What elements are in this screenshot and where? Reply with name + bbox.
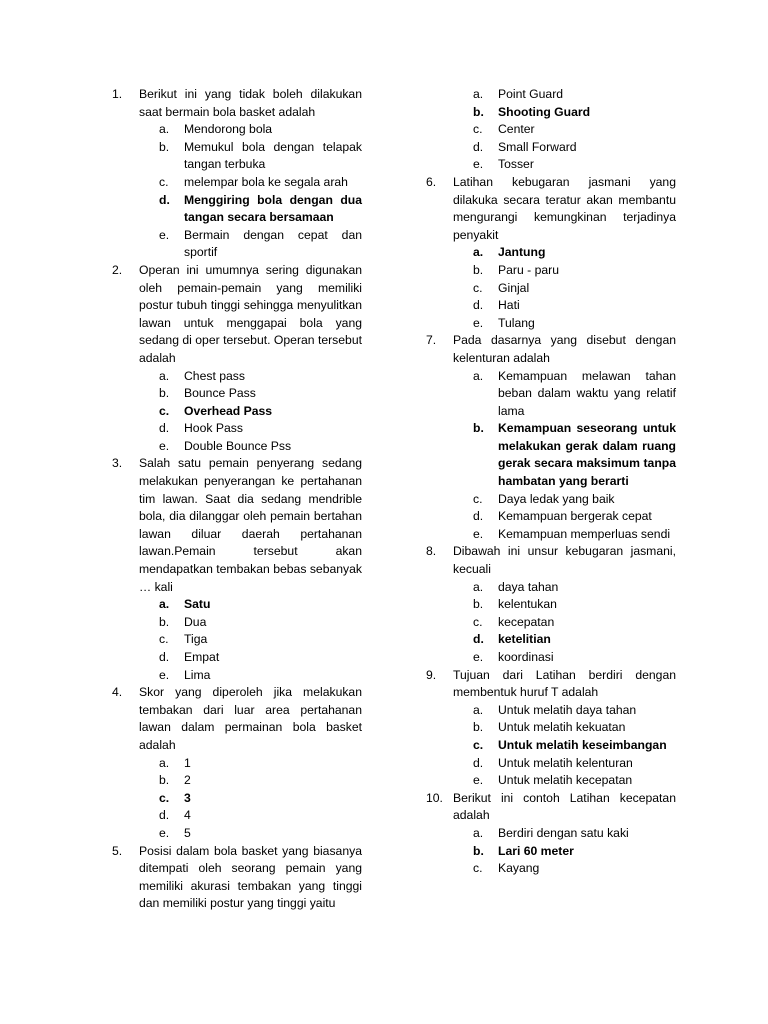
question-stem: Operan ini umumnya sering digunakan oleh pemain-pemain yang memiliki postur tubuh tinggi sehingga menyulitkan lawan untuk menggapai bola yang sedang di oper tersebut. Operan tersebut adalah <box>139 262 362 365</box>
option-a <box>473 702 676 720</box>
option-a <box>473 368 676 421</box>
option-c <box>159 790 362 808</box>
option-text: Daya ledak yang baik <box>498 491 615 506</box>
option-letter: b. <box>473 262 484 277</box>
option-text: Kemampuan memperluas sendi <box>498 526 671 541</box>
question-number: 7. <box>426 333 437 348</box>
option-letter: d. <box>473 755 484 770</box>
option-text: Overhead Pass <box>184 403 273 418</box>
option-text: Untuk melatih kelenturan <box>498 755 633 770</box>
left-column <box>112 86 362 913</box>
option-letter: e. <box>473 650 484 664</box>
option-d <box>473 631 676 649</box>
option-letter: b. <box>473 597 484 612</box>
question-body <box>453 667 676 790</box>
question-number: 6. <box>426 174 437 189</box>
question-body <box>453 86 676 174</box>
option-b <box>473 843 676 861</box>
option-d <box>159 192 362 227</box>
question-number: 2. <box>112 262 123 277</box>
option-letter: a. <box>473 245 484 260</box>
option-letter: b. <box>159 614 170 629</box>
option-letter: b. <box>473 421 484 436</box>
option-a <box>159 368 362 386</box>
option-b <box>473 719 676 737</box>
option-text: Hook Pass <box>184 421 243 436</box>
option-letter: c. <box>473 280 483 295</box>
option-text: Point Guard <box>498 87 564 101</box>
option-list <box>453 825 676 878</box>
option-text: ketelitian <box>498 632 551 647</box>
question-8 <box>426 543 676 666</box>
option-b <box>159 614 362 632</box>
option-text: Berdiri dengan satu kaki <box>498 825 629 840</box>
option-b <box>473 596 676 614</box>
option-e <box>159 438 362 456</box>
option-text: Chest pass <box>184 368 245 383</box>
option-e <box>473 526 676 544</box>
option-text: Shooting Guard <box>498 104 591 119</box>
option-letter: c. <box>473 491 483 506</box>
option-letter: c. <box>473 861 483 876</box>
option-letter: d. <box>159 192 170 207</box>
option-list <box>453 368 676 544</box>
option-c <box>159 403 362 421</box>
option-text: Mendorong bola <box>184 122 273 137</box>
option-list <box>139 368 362 456</box>
option-c <box>159 631 362 649</box>
option-text: Hati <box>498 298 520 313</box>
question-number: 5. <box>112 843 123 858</box>
option-text: Kemampuan bergerak cepat <box>498 509 652 524</box>
option-letter: e. <box>473 315 484 330</box>
question-number: 10. <box>426 790 443 805</box>
question-body <box>453 174 676 332</box>
option-text: Tiga <box>184 632 208 647</box>
option-e <box>473 156 676 174</box>
option-letter: b. <box>473 720 484 735</box>
option-c <box>159 174 362 192</box>
option-letter: a. <box>473 702 484 717</box>
option-letter: e. <box>473 157 484 172</box>
option-letter: c. <box>159 790 170 805</box>
question-number: 3. <box>112 456 123 471</box>
option-text: Dua <box>184 614 207 629</box>
option-b <box>473 104 676 122</box>
option-b <box>473 262 676 280</box>
option-letter: b. <box>159 139 170 154</box>
option-letter: b. <box>473 843 484 858</box>
option-c <box>473 280 676 298</box>
option-text: Kemampuan melawan tahan beban dalam waktu yang relatif lama <box>498 368 676 418</box>
option-text: Kayang <box>498 861 540 876</box>
option-text: Tulang <box>498 315 535 330</box>
option-letter: d. <box>473 139 484 154</box>
option-letter: e. <box>159 667 170 682</box>
question-4 <box>112 684 362 842</box>
option-letter: e. <box>159 825 170 840</box>
option-text: Bermain dengan cepat dan sportif <box>184 227 362 260</box>
option-letter: e. <box>473 526 484 541</box>
option-b <box>159 772 362 790</box>
option-b <box>473 420 676 490</box>
option-letter: e. <box>159 227 170 242</box>
question-5-stem-block <box>112 843 362 913</box>
option-text: melempar bola ke segala arah <box>184 174 348 189</box>
option-c <box>473 737 676 755</box>
question-7 <box>426 332 676 543</box>
option-text: Center <box>498 122 535 137</box>
option-list <box>453 579 676 667</box>
option-letter: c. <box>473 122 483 137</box>
option-text: Paru - paru <box>498 262 559 277</box>
option-a <box>159 755 362 773</box>
option-list <box>139 121 362 262</box>
option-text: Untuk melatih kekuatan <box>498 720 626 735</box>
option-list <box>139 596 362 684</box>
option-a <box>473 825 676 843</box>
option-letter: d. <box>473 298 484 313</box>
option-text: Double Bounce Pss <box>184 438 292 453</box>
right-column <box>426 86 676 878</box>
question-number: 9. <box>426 667 437 682</box>
option-text: Untuk melatih daya tahan <box>498 702 637 717</box>
option-letter: c. <box>159 403 170 418</box>
question-stem: Pada dasarnya yang disebut dengan kelenturan adalah <box>453 333 676 365</box>
option-text: Menggiring bola dengan dua tangan secara bersamaan <box>184 192 362 225</box>
question-stem: Salah satu pemain penyerang sedang melakukan penyerangan ke pertahanan tim lawan. Saat dia sedang mendrible bola, dia dilanggar oleh pemain bertahan lawan diluar daerah pertahanan lawan.Pemain tersebut akan mendapatkan tembakan bebas sebanyak … kali <box>139 456 362 594</box>
option-text: Small Forward <box>498 139 577 154</box>
option-e <box>159 825 362 843</box>
option-text: Satu <box>184 597 211 612</box>
option-a <box>473 244 676 262</box>
option-text: Empat <box>184 650 220 664</box>
question-6 <box>426 174 676 332</box>
question-stem: Latihan kebugaran jasmani yang dilakuka secara teratur akan membantu mengurangi kemungkinan terjadinya penyakit <box>453 174 676 242</box>
option-d <box>159 807 362 825</box>
option-letter: a. <box>473 368 484 383</box>
option-letter: b. <box>159 773 170 788</box>
option-c <box>473 121 676 139</box>
option-text: 1 <box>184 755 191 770</box>
question-stem: Dibawah ini unsur kebugaran jasmani, kecuali <box>453 544 676 577</box>
option-letter: a. <box>159 368 170 383</box>
question-5-options-block <box>426 86 676 174</box>
option-c <box>473 491 676 509</box>
question-body <box>139 684 362 842</box>
option-text: daya tahan <box>498 579 559 594</box>
option-text: Memukul bola dengan telapak tangan terbuka <box>184 139 362 172</box>
question-stem: Posisi dalam bola basket yang biasanya ditempati oleh seorang pemain yang memiliki akurasi tembakan yang tinggi dan memiliki postur yang tinggi yaitu <box>139 843 362 911</box>
option-e <box>473 772 676 790</box>
option-e <box>473 315 676 333</box>
option-letter: b. <box>473 104 484 119</box>
option-letter: c. <box>473 614 483 629</box>
option-d <box>473 508 676 526</box>
question-9 <box>426 667 676 790</box>
question-body <box>139 86 362 262</box>
option-letter: b. <box>159 386 170 401</box>
question-10 <box>426 790 676 878</box>
question-number: 4. <box>112 685 123 700</box>
option-text: Ginjal <box>498 280 530 295</box>
question-body <box>453 790 676 878</box>
question-body <box>453 332 676 543</box>
option-letter: d. <box>473 632 484 647</box>
option-d <box>159 649 362 667</box>
option-letter: c. <box>473 737 484 752</box>
option-letter: a. <box>473 579 484 594</box>
question-1 <box>112 86 362 262</box>
option-letter: d. <box>159 421 170 436</box>
question-body <box>139 455 362 684</box>
option-letter: e. <box>473 773 484 788</box>
option-text: 5 <box>184 825 191 840</box>
option-letter: a. <box>473 825 484 840</box>
option-text: kecepatan <box>498 614 555 629</box>
option-text: Untuk melatih kecepatan <box>498 773 633 788</box>
question-body <box>139 843 362 913</box>
question-body <box>453 543 676 666</box>
question-stem: Tujuan dari Latihan berdiri dengan membentuk huruf T adalah <box>453 667 676 700</box>
option-letter: d. <box>159 650 170 664</box>
option-letter: d. <box>473 509 484 524</box>
question-3 <box>112 455 362 684</box>
option-text: Untuk melatih keseimbangan <box>498 737 667 752</box>
option-letter: a. <box>159 755 170 770</box>
option-letter: d. <box>159 808 170 823</box>
option-list <box>453 86 676 174</box>
question-body <box>139 262 362 456</box>
option-text: Bounce Pass <box>184 386 256 401</box>
option-letter: a. <box>473 87 484 101</box>
question-stem: Skor yang diperoleh jika melakukan tembakan dari luar area pertahanan lawan dalam permainan bola basket adalah <box>139 685 362 752</box>
option-text: Tosser <box>498 157 534 172</box>
option-text: Kemampuan seseorang untuk melakukan gerak dalam ruang gerak secara maksimum tanpa hambatan yang berarti <box>498 421 676 489</box>
question-number: 1. <box>112 87 123 101</box>
option-letter: e. <box>159 438 170 453</box>
option-letter: a. <box>159 122 170 137</box>
option-d <box>473 755 676 773</box>
option-d <box>473 139 676 157</box>
option-a <box>159 121 362 139</box>
option-text: 2 <box>184 773 191 788</box>
option-e <box>159 227 362 262</box>
option-letter: c. <box>159 632 169 647</box>
option-text: kelentukan <box>498 597 557 612</box>
option-text: 4 <box>184 808 191 823</box>
option-text: 3 <box>184 790 191 805</box>
option-c <box>473 614 676 632</box>
option-list <box>453 702 676 790</box>
option-b <box>159 385 362 403</box>
option-a <box>473 86 676 104</box>
option-letter: a. <box>159 597 170 612</box>
option-list <box>453 244 676 332</box>
option-text: Lima <box>184 667 211 682</box>
option-a <box>473 579 676 597</box>
option-a <box>159 596 362 614</box>
option-b <box>159 139 362 174</box>
option-e <box>159 667 362 685</box>
question-2 <box>112 262 362 456</box>
option-list <box>139 755 362 843</box>
option-text: koordinasi <box>498 650 554 664</box>
question-stem: Berikut ini yang tidak boleh dilakukan saat bermain bola basket adalah <box>139 87 362 119</box>
question-number: 8. <box>426 544 437 559</box>
question-stem: Berikut ini contoh Latihan kecepatan adalah <box>453 790 676 823</box>
option-e <box>473 649 676 667</box>
option-text: Jantung <box>498 245 546 260</box>
option-c <box>473 860 676 878</box>
option-letter: c. <box>159 174 169 189</box>
option-d <box>159 420 362 438</box>
option-text: Lari 60 meter <box>498 843 574 858</box>
option-d <box>473 297 676 315</box>
question-number-spacer <box>426 86 453 174</box>
